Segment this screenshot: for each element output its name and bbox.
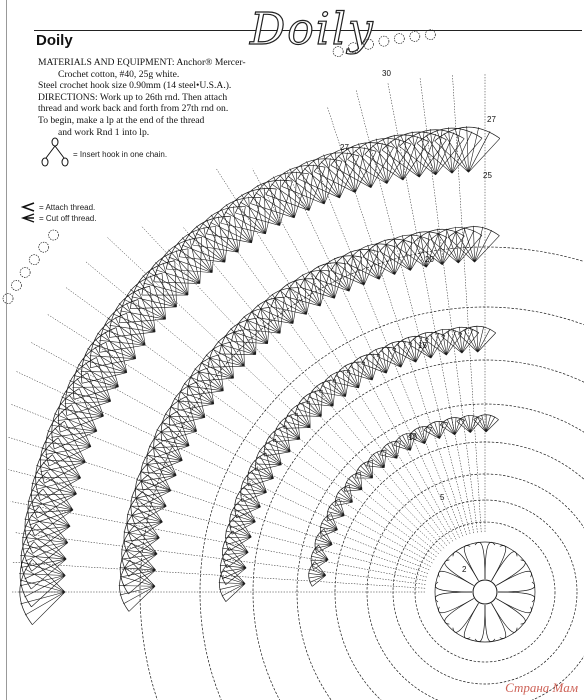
edge-loop [39, 242, 49, 252]
radial-spoke [15, 371, 430, 566]
petal-stitch [475, 605, 485, 642]
fan-stitches [72, 342, 118, 399]
script-title: Doily [250, 4, 375, 55]
radial-spoke [11, 404, 429, 570]
edge-loop [29, 255, 39, 265]
radial-spoke [217, 223, 450, 543]
edge-loop [425, 30, 435, 40]
chain-round [393, 500, 577, 684]
edge-loop [20, 267, 30, 277]
chain-round [335, 442, 584, 700]
fan-stitches [365, 134, 429, 180]
petal-stitch [475, 542, 485, 579]
chain-round [415, 522, 555, 662]
radial-spoke [142, 227, 444, 548]
materials-line: MATERIALS AND EQUIPMENT: Anchor® Mercer- [38, 57, 246, 68]
radial-spoke [356, 89, 470, 534]
legend-text: = Insert hook in one chain. [73, 149, 168, 159]
radial-spoke [12, 562, 425, 588]
petal-stitch [435, 582, 472, 592]
round-number-label: 15 [418, 341, 427, 350]
petal-stitch [464, 603, 478, 638]
directions-line: thread and work back and forth from 27th rnd on. [38, 103, 229, 115]
petal-stitch [435, 592, 472, 602]
fan-stitches [24, 489, 70, 554]
center-ring [473, 580, 497, 604]
radial-spoke [183, 227, 447, 546]
fan-stitches [222, 531, 248, 568]
edge-loop [364, 39, 374, 49]
round-number-label: 10 [408, 433, 417, 442]
petal-stitch [464, 546, 478, 581]
round-number-label: 20 [425, 255, 434, 264]
fan-stitches [58, 373, 104, 432]
edge-loop [3, 294, 13, 304]
radial-spoke [420, 77, 478, 532]
fan-stitches [380, 441, 401, 459]
fan-stitches [27, 472, 73, 536]
radial-spoke [65, 287, 436, 557]
fan-stitches [417, 127, 482, 173]
directions-line: DIRECTIONS: Work up to 26th rnd. Then attach [38, 91, 228, 103]
round-number-label: 30 [382, 69, 391, 78]
edge-loop [379, 36, 389, 46]
round-number-label: 27 [487, 115, 496, 124]
petal-stitch [439, 571, 474, 585]
radial-spoke [85, 261, 439, 554]
fan-stitches [333, 362, 365, 388]
round-number-label: 2 [462, 565, 467, 574]
fan-stitches [425, 329, 462, 355]
fan-stitches [235, 179, 292, 225]
fan-stitches [382, 131, 447, 177]
legend-text: = Attach thread. [39, 202, 96, 212]
chain-round [367, 474, 584, 700]
materials-line: Crochet cotton, #40, 25g white. [58, 68, 180, 80]
fan-stitches [266, 165, 325, 211]
petal-stitch [498, 582, 535, 592]
petal-stitch [485, 542, 495, 579]
fan-stitches [250, 172, 308, 218]
edge-loop [11, 280, 21, 290]
legend-text: = Cut off thread. [39, 213, 97, 223]
watermark-logo: Страна Мам [505, 680, 578, 695]
fan-stitches [435, 126, 500, 172]
fan-stitches [424, 421, 448, 439]
begin-line: and work Rnd 1 into lp. [58, 126, 150, 138]
radial-spoke [388, 82, 474, 533]
radial-spoke [11, 501, 427, 580]
chain-round [140, 247, 584, 700]
petal-stitch [492, 603, 506, 638]
petal-stitch [492, 546, 506, 581]
petal-stitch [496, 599, 531, 613]
fan-stitches [311, 545, 329, 569]
fan-stitches [65, 357, 111, 415]
round-number-label: 25 [483, 171, 492, 180]
edge-loop [394, 34, 404, 44]
petal-stitch [498, 592, 535, 602]
fan-stitches [320, 514, 337, 537]
radial-spoke [8, 470, 426, 577]
round-ring [435, 542, 535, 642]
petal-stitch [496, 571, 531, 585]
petal-stitch [485, 605, 495, 642]
edge-loop [348, 43, 358, 53]
edge-loop [333, 47, 343, 57]
petal-stitch [439, 599, 474, 613]
fan-stitches [19, 542, 65, 607]
fan-stitches [255, 439, 281, 471]
fan-stitches [225, 515, 251, 551]
fan-stitches [308, 562, 326, 587]
begin-line: To begin, make a lp at the end of the thread [38, 114, 205, 126]
edge-loop [410, 31, 420, 41]
section-label: Doily [36, 32, 73, 49]
edge-loop [49, 230, 59, 240]
hook-line: Steel crochet hook size 0.90mm (14 steel•U.S.A.). [38, 80, 232, 92]
round-number-label: 27 [340, 143, 349, 152]
round-number-label: 5 [440, 493, 445, 502]
